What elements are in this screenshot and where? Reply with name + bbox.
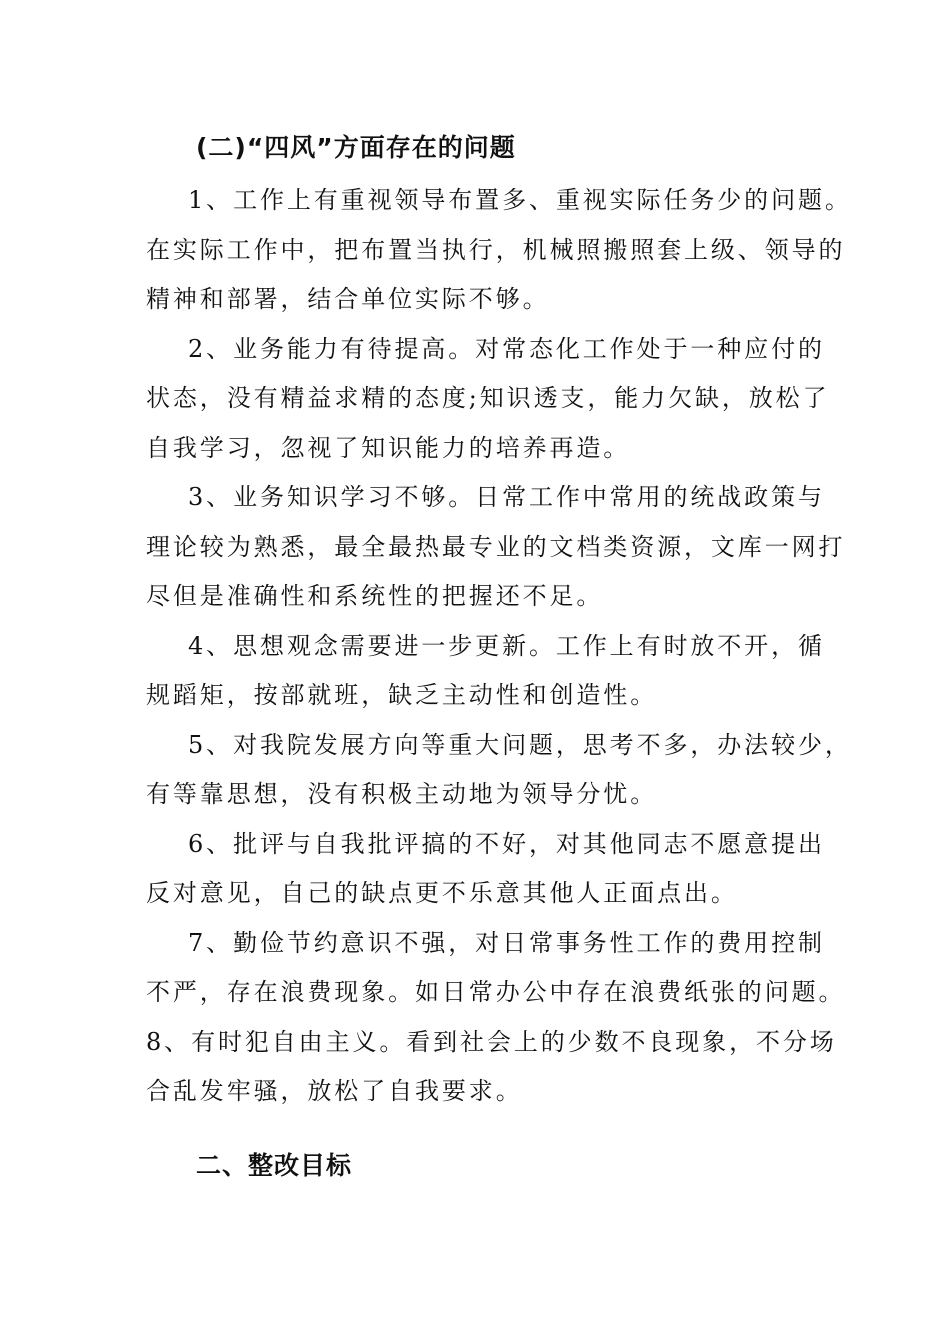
text-line: 6、批评与自我批评搞的不好，对其他同志不愿意提出	[188, 829, 825, 858]
text-line: 不严，存在浪费现象。如日常办公中存在浪费纸张的问题。	[146, 978, 846, 1006]
text-line: 4、思想观念需要进一步更新。工作上有时放不开，循	[188, 631, 825, 660]
text-line: 1、工作上有重视领导布置多、重视实际任务少的问题。	[188, 186, 852, 214]
text-line: 3、业务知识学习不够。日常工作中常用的统战政策与	[188, 483, 825, 511]
text-line: 合乱发牢骚，放松了自我要求。	[146, 1077, 523, 1105]
text-line: 5、对我院发展方向等重大问题，思考不多，办法较少，	[188, 730, 852, 759]
text-line: 精神和部署，结合单位实际不够。	[146, 285, 550, 313]
text-line: 反对意见，自己的缺点更不乐意其他人正面点出。	[146, 879, 738, 907]
subsection-heading: (二)“四风”方面存在的问题	[196, 133, 516, 162]
text-line: 有等靠思想，没有积极主动地为领导分忧。	[146, 780, 658, 808]
text-line: 尽但是准确性和系统性的把握还不足。	[146, 582, 604, 610]
text-line: 状态，没有精益求精的态度;知识透支，能力欠缺，放松了	[146, 384, 830, 412]
text-line: 2、业务能力有待提高。对常态化工作处于一种应付的	[188, 334, 825, 363]
text-line: 7、勤俭节约意识不强，对日常事务性工作的费用控制	[188, 928, 825, 957]
text-line: 规蹈矩，按部就班，缺乏主动性和创造性。	[146, 681, 658, 709]
text-line: 自我学习，忽视了知识能力的培养再造。	[146, 433, 631, 462]
section-heading: 二、整改目标	[196, 1151, 353, 1180]
text-line: 8、有时犯自由主义。看到社会上的少数不良现象，不分场	[146, 1027, 837, 1056]
text-line: 在实际工作中，把布置当执行，机械照搬照套上级、领导的	[146, 235, 846, 264]
text-line: 理论较为熟悉，最全最热最专业的文档类资源，文库一网打	[146, 532, 846, 561]
body-paragraphs	[146, 176, 852, 1117]
